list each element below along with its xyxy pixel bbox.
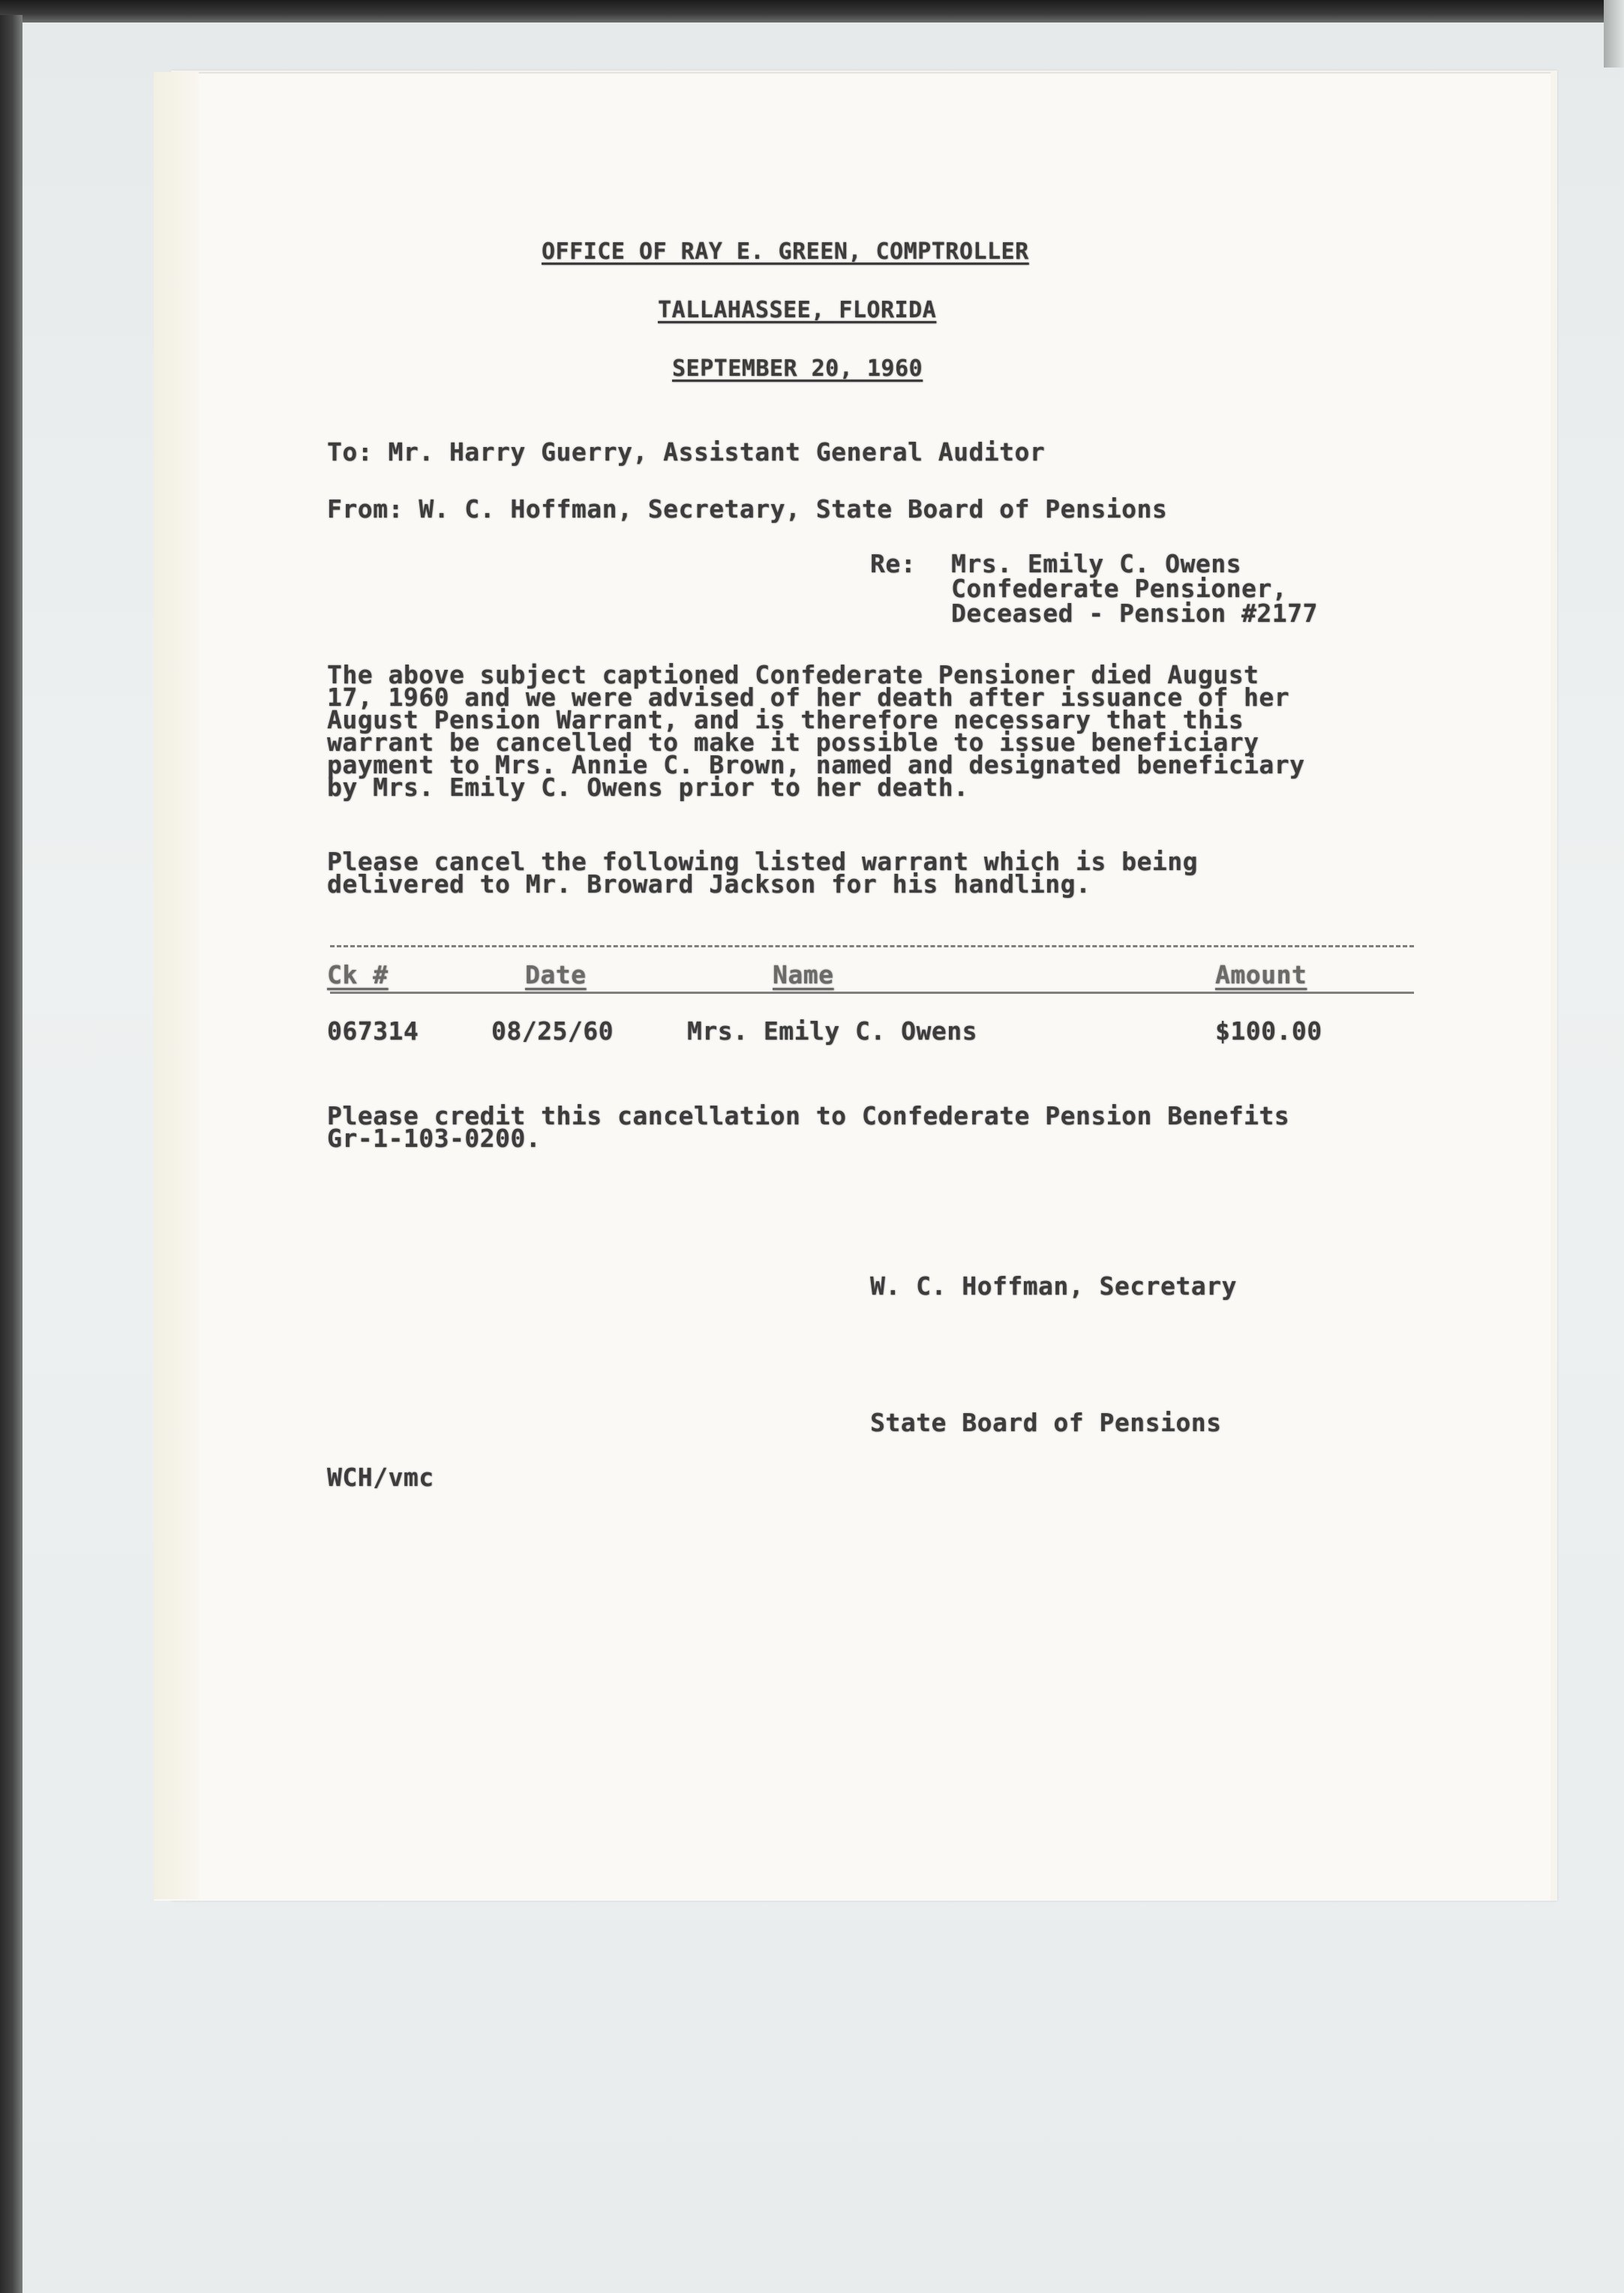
column-header-name: Name bbox=[773, 960, 834, 989]
typist-initials: WCH/vmc bbox=[327, 1463, 434, 1492]
cell-amount: $100.00 bbox=[1215, 1016, 1322, 1046]
column-header-date: Date bbox=[525, 960, 587, 989]
office-heading: OFFICE OF RAY E. GREEN, COMPTROLLER bbox=[542, 239, 1029, 265]
table-header-rule bbox=[330, 992, 1414, 994]
memo-re-line: Mrs. Emily C. Owens bbox=[951, 549, 1241, 578]
paragraph-line: Please cancel the following listed warrant which is being bbox=[327, 847, 1198, 876]
cell-name: Mrs. Emily C. Owens bbox=[687, 1016, 977, 1046]
memo-from: From: W. C. Hoffman, Secretary, State Board of Pensions bbox=[327, 494, 1168, 524]
paragraph-line: by Mrs. Emily C. Owens prior to her death. bbox=[327, 773, 969, 802]
column-header-ck: Ck # bbox=[327, 960, 389, 989]
scanner-top-edge bbox=[0, 0, 1624, 23]
paper-left-fold bbox=[154, 72, 199, 1899]
paragraph-line: Please credit this cancellation to Confederate Pension Benefits bbox=[327, 1101, 1290, 1130]
paragraph-line: Gr-1-103-0200. bbox=[327, 1124, 542, 1153]
paragraph-line: payment to Mrs. Annie C. Brown, named and designated beneficiary bbox=[327, 750, 1305, 779]
table-top-rule bbox=[330, 945, 1414, 947]
memo-re-label: Re: bbox=[870, 549, 917, 578]
scanner-right-edge bbox=[1604, 0, 1624, 68]
paragraph-line: August Pension Warrant, and is therefore necessary that this bbox=[327, 705, 1244, 734]
date-heading: SEPTEMBER 20, 1960 bbox=[672, 356, 923, 382]
cell-date: 08/25/60 bbox=[491, 1016, 614, 1046]
paragraph-line: delivered to Mr. Broward Jackson for his handling. bbox=[327, 869, 1091, 899]
column-header-amount: Amount bbox=[1215, 960, 1307, 989]
memo-re-line: Deceased - Pension #2177 bbox=[951, 599, 1318, 628]
signature-org: State Board of Pensions bbox=[870, 1408, 1222, 1437]
scanner-left-edge bbox=[0, 15, 23, 2293]
paragraph-line: The above subject captioned Confederate Pensioner died August bbox=[327, 660, 1259, 689]
signature-name: W. C. Hoffman, Secretary bbox=[870, 1271, 1237, 1301]
memo-re-line: Confederate Pensioner, bbox=[951, 574, 1288, 603]
cell-check-number: 067314 bbox=[327, 1016, 419, 1046]
paragraph-line: 17, 1960 and we were advised of her death after issuance of her bbox=[327, 683, 1290, 712]
city-heading: TALLAHASSEE, FLORIDA bbox=[658, 297, 937, 323]
paragraph-line: warrant be cancelled to make it possible to issue beneficiary bbox=[327, 728, 1259, 757]
memo-to: To: Mr. Harry Guerry, Assistant General Auditor bbox=[327, 437, 1046, 467]
